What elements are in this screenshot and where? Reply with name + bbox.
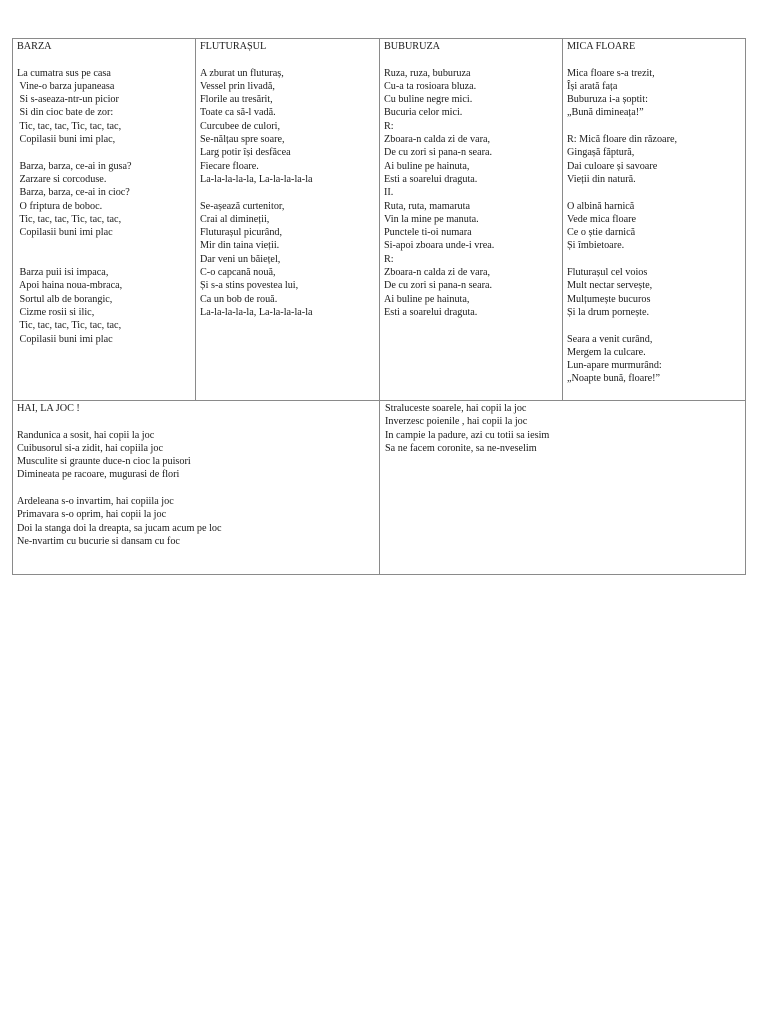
- table-row-bottom: [13, 401, 745, 574]
- lyric-line: Barza, barza, ce-ai in cioc?: [17, 187, 130, 199]
- lyric-line: Larg potir își desfăcea: [200, 147, 291, 159]
- lyric-line: Se-așează curtenitor,: [200, 200, 285, 212]
- lyric-line: Ne-nvartim cu bucurie si dansam cu foc: [17, 535, 180, 547]
- lyric-line: [567, 120, 745, 133]
- lyric-line: Cuibusorul si-a zidit, hai copiila joc: [17, 442, 163, 454]
- lyric-line: Esti a soarelui draguta.: [384, 173, 478, 185]
- cell-hai-la-joc: [13, 401, 379, 574]
- song-title: FLUTURAȘUL: [200, 41, 267, 52]
- lyric-line: [200, 53, 379, 66]
- cell-hai-la-joc-continued: [379, 401, 745, 574]
- lyric-line: C-o capcană nouă,: [200, 267, 276, 279]
- lyric-line: Vede mica floare: [567, 213, 637, 225]
- lyric-line: Se-nălțau spre soare,: [200, 134, 285, 146]
- cell-barza: [13, 39, 195, 400]
- lyric-line: [567, 319, 745, 332]
- lyric-line: Și s-a stins povestea lui,: [200, 280, 299, 292]
- song-title: BARZA: [17, 41, 52, 52]
- lyric-line: Cizme rosii si ilic,: [17, 306, 95, 318]
- lyric-line: Și îmbietoare.: [567, 240, 625, 252]
- lyric-line: Gingașă făptură,: [567, 147, 635, 159]
- lyric-line: Crai al dimineții,: [200, 213, 270, 225]
- lyric-line: Si din cioc bate de zor:: [17, 107, 114, 119]
- lyric-line: Toate ca să-l vadă.: [200, 107, 276, 119]
- lyric-line: R:: [384, 120, 394, 132]
- lyric-line: Ruta, ruta, mamaruta: [384, 200, 470, 212]
- lyric-line: Buburuza i-a șoptit:: [567, 94, 648, 106]
- lyric-line: Lun-apare murmurând:: [567, 360, 662, 372]
- lyric-line: Tic, tac, tac, Tic, tac, tac,: [17, 120, 122, 132]
- lyric-line: [384, 53, 562, 66]
- table-row-top: [13, 39, 745, 401]
- lyric-line: La cumatra sus pe casa: [17, 67, 111, 79]
- lyric-line: Vine-o barza jupaneasa: [17, 80, 115, 92]
- lyric-line: [17, 239, 195, 252]
- lyric-line: In campie la padure, azi cu totii sa iesim: [385, 429, 550, 441]
- lyric-line: Seara a venit curând,: [567, 333, 653, 345]
- lyric-line: Copilasii buni imi plac,: [17, 134, 116, 146]
- lyric-line: De cu zori si pana-n seara.: [384, 147, 493, 159]
- lyric-line: Dar veni un băiețel,: [200, 253, 281, 265]
- lyric-line: Doi la stanga doi la dreapta, sa jucam acum pe loc: [17, 522, 222, 534]
- lyric-line: [567, 53, 745, 66]
- lyric-line: Copilasii buni imi plac: [17, 333, 113, 345]
- lyric-line: R:: [384, 253, 394, 265]
- lyric-line: Zboara-n calda zi de vara,: [384, 134, 491, 146]
- lyric-line: Florile au tresărit,: [200, 94, 273, 106]
- lyric-line: Își arată fața: [567, 80, 618, 92]
- lyric-line: „Noapte bună, floare!”: [567, 373, 661, 385]
- lyric-line: Bucuria celor mici.: [384, 107, 463, 119]
- cell-buburuza: [379, 39, 562, 400]
- lyric-line: Musculite si graunte duce-n cioc la puisori: [17, 456, 191, 468]
- lyric-line: Apoi haina noua-mbraca,: [17, 280, 123, 292]
- lyric-line: Curcubee de culori,: [200, 120, 281, 132]
- lyric-line: O friptura de boboc.: [17, 200, 103, 212]
- lyric-line: Ai buline pe hainuta,: [384, 160, 470, 172]
- lyric-line: [17, 146, 195, 159]
- lyric-line: Barza, barza, ce-ai in gusa?: [17, 160, 132, 172]
- lyric-line: Vin la mine pe manuta.: [384, 213, 479, 225]
- lyric-line: Cu-a ta rosioara bluza.: [384, 80, 477, 92]
- lyric-line: Copilasii buni imi plac: [17, 227, 113, 239]
- lyric-line: Mult nectar servește,: [567, 280, 653, 292]
- lyric-line: [17, 415, 379, 428]
- lyric-line: Esti a soarelui draguta.: [384, 306, 478, 318]
- lyric-line: Dai culoare și savoare: [567, 160, 658, 172]
- cell-fluturasul: [195, 39, 379, 400]
- lyric-line: La-la-la-la-la, La-la-la-la-la: [200, 173, 313, 185]
- lyric-line: Zboara-n calda zi de vara,: [384, 267, 491, 279]
- lyric-line: Inverzesc poienile , hai copii la joc: [385, 416, 528, 428]
- lyric-line: A zburat un fluturaș,: [200, 67, 284, 79]
- lyric-line: II.: [384, 187, 394, 199]
- lyric-line: Ca un bob de rouă.: [200, 293, 278, 305]
- lyric-line: Sortul alb de borangic,: [17, 293, 113, 305]
- cell-mica-floare: [562, 39, 745, 400]
- lyric-line: Si s-aseaza-ntr-un picior: [17, 94, 119, 106]
- lyric-line: Mica floare s-a trezit,: [567, 67, 655, 79]
- lyric-line: Ruza, ruza, buburuza: [384, 67, 471, 79]
- lyric-line: Fluturașul picurând,: [200, 227, 283, 239]
- lyric-line: [200, 186, 379, 199]
- lyric-line: Si-apoi zboara unde-i vrea.: [384, 240, 495, 252]
- lyric-line: Și la drum pornește.: [567, 306, 650, 318]
- lyric-line: HAI, LA JOC !: [17, 403, 80, 414]
- lyric-line: Cu buline negre mici.: [384, 94, 473, 106]
- lyric-line: Fiecare floare.: [200, 160, 259, 172]
- lyric-line: [567, 186, 745, 199]
- lyric-line: Dimineata pe racoare, mugurasi de flori: [17, 469, 180, 481]
- lyric-line: Fluturașul cel voios: [567, 267, 648, 279]
- lyric-line: [17, 253, 195, 266]
- lyric-line: O albină harnică: [567, 200, 635, 212]
- lyric-line: Zarzare si corcoduse.: [17, 173, 107, 185]
- lyric-line: Sa ne facem coronite, sa ne-nveselim: [385, 442, 537, 454]
- lyric-line: [17, 482, 379, 495]
- lyric-line: Vessel prin livadă,: [200, 80, 275, 92]
- lyric-line: Randunica a sosit, hai copii la joc: [17, 429, 155, 441]
- lyric-line: Straluceste soarele, hai copii la joc: [385, 403, 527, 414]
- lyric-line: [17, 53, 195, 66]
- lyric-line: Ce o știe darnică: [567, 227, 636, 239]
- lyric-line: Barza puii isi impaca,: [17, 267, 109, 279]
- lyric-line: Punctele ti-oi numara: [384, 227, 472, 239]
- lyric-line: Mulțumește bucuros: [567, 293, 651, 305]
- lyric-line: Ai buline pe hainuta,: [384, 293, 470, 305]
- song-table: [12, 38, 746, 575]
- lyric-line: Tic, tac, tac, Tic, tac, tac,: [17, 213, 122, 225]
- lyric-line: Ardeleana s-o invartim, hai copiila joc: [17, 496, 174, 508]
- lyric-line: Primavara s-o oprim, hai copii la joc: [17, 509, 167, 521]
- lyric-line: Tic, tac, tac, Tic, tac, tac,: [17, 320, 122, 332]
- lyric-line: Mergem la culcare.: [567, 346, 646, 358]
- song-title: BUBURUZA: [384, 41, 441, 52]
- lyric-line: „Bună dimineața!”: [567, 107, 644, 119]
- lyric-line: [567, 253, 745, 266]
- lyric-line: De cu zori si pana-n seara.: [384, 280, 493, 292]
- song-title: MICA FLOARE: [567, 41, 636, 52]
- lyric-line: R: Mică floare din răzoare,: [567, 134, 678, 146]
- lyric-line: La-la-la-la-la, La-la-la-la-la: [200, 306, 313, 318]
- lyric-line: Mir din taina vieții.: [200, 240, 280, 252]
- lyric-line: Vieții din natură.: [567, 173, 636, 185]
